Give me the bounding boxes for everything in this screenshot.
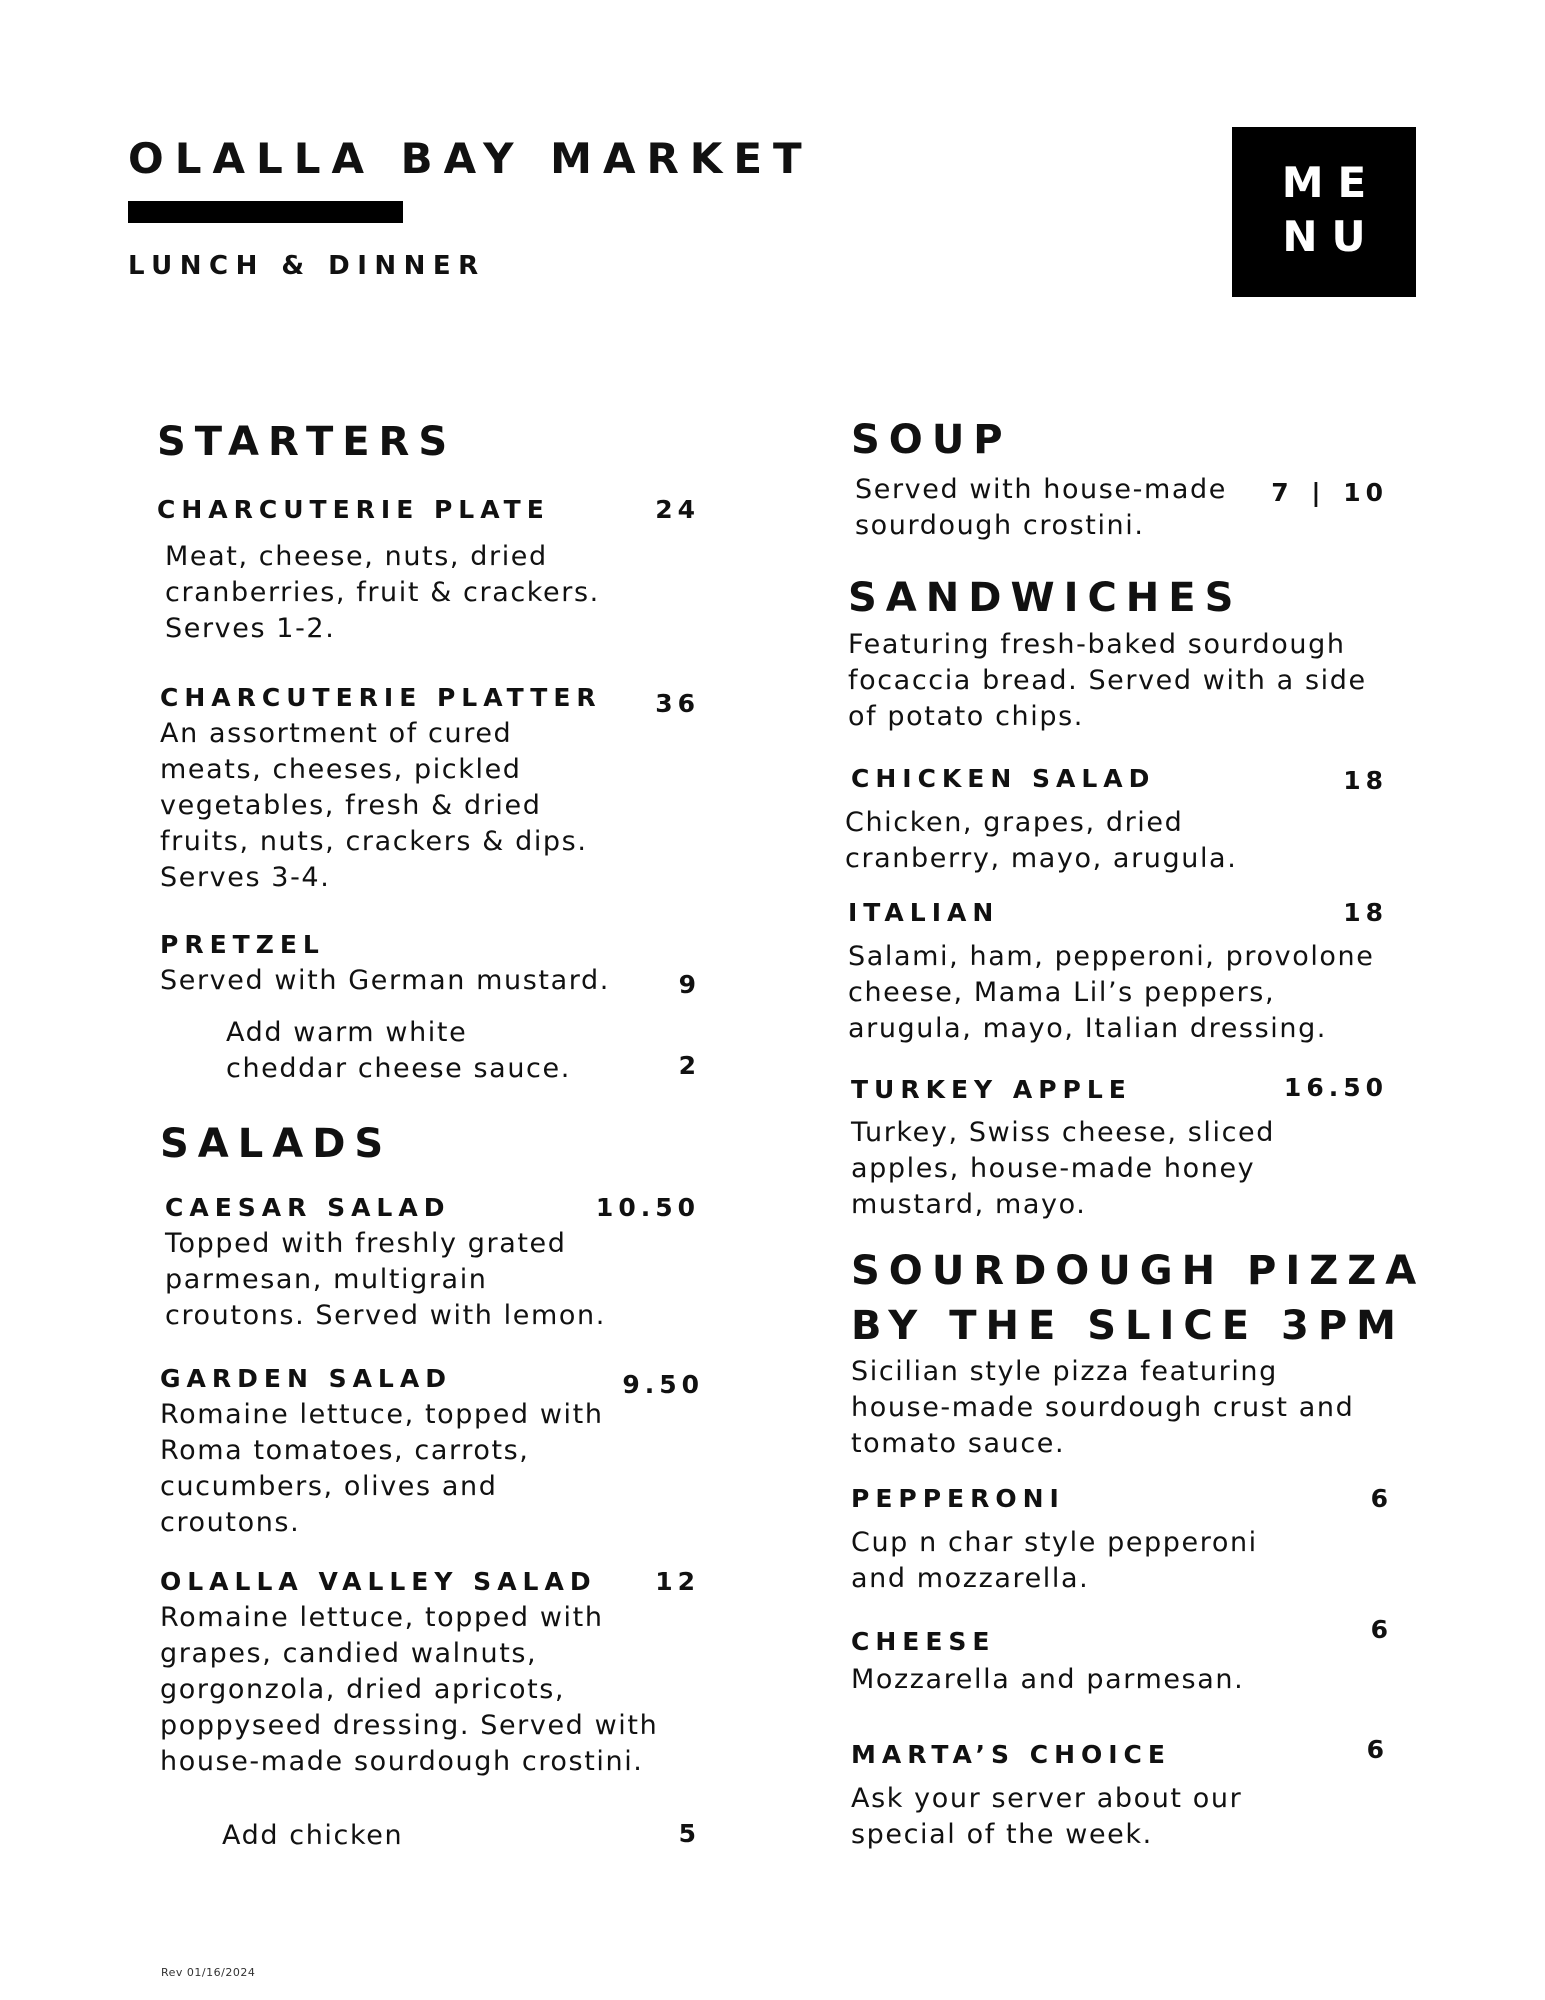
item-name-caesar-salad: CAESAR SALAD bbox=[165, 1193, 451, 1222]
addon-price-add-chicken: 5 bbox=[678, 1819, 696, 1848]
item-price-olalla-valley-salad: 12 bbox=[655, 1567, 700, 1596]
section-title-pizza-line1: SOURDOUGH PIZZA bbox=[851, 1248, 1426, 1294]
revision-date: Rev 01/16/2024 bbox=[161, 1966, 256, 1979]
item-desc-charcuterie-plate: Meat, cheese, nuts, dried cranberries, fruit & crackers. Serves 1-2. bbox=[165, 541, 600, 644]
item-price-caesar-salad: 10.50 bbox=[595, 1193, 700, 1222]
item-name-pepperoni: PEPPERONI bbox=[851, 1484, 1065, 1513]
item-name-charcuterie-plate: CHARCUTERIE PLATE bbox=[157, 495, 550, 524]
item-price-pretzel: 9 bbox=[678, 970, 696, 999]
item-price-pepperoni: 6 bbox=[1370, 1484, 1388, 1513]
title-underline-bar bbox=[128, 201, 403, 223]
addon-desc-cheese-sauce: Add warm white cheddar cheese sauce. bbox=[226, 1017, 571, 1084]
item-price-charcuterie-platter: 36 bbox=[655, 689, 700, 718]
menu-badge-line2: NU bbox=[1282, 212, 1380, 261]
item-name-charcuterie-platter: CHARCUTERIE PLATTER bbox=[160, 683, 602, 712]
addon-label-add-chicken: Add chicken bbox=[222, 1820, 404, 1851]
item-price-garden-salad: 9.50 bbox=[622, 1370, 704, 1399]
item-name-italian: ITALIAN bbox=[848, 898, 1000, 927]
item-price-martas-choice: 6 bbox=[1366, 1735, 1384, 1764]
item-desc-chicken-salad: Chicken, grapes, dried cranberry, mayo, arugula. bbox=[845, 807, 1238, 874]
item-price-turkey-apple: 16.50 bbox=[1283, 1073, 1388, 1102]
item-desc-charcuterie-platter: An assortment of cured meats, cheeses, pickled vegetables, fresh & dried fruits, nuts, crackers & dips. Serves 3-4. bbox=[160, 718, 588, 893]
item-desc-italian: Salami, ham, pepperoni, provolone cheese, Mama Lil’s peppers, arugula, mayo, Italian dressing. bbox=[848, 941, 1375, 1044]
item-name-martas-choice: MARTA’S CHOICE bbox=[851, 1740, 1171, 1769]
item-name-garden-salad: GARDEN SALAD bbox=[160, 1364, 452, 1393]
item-name-chicken-salad: CHICKEN SALAD bbox=[851, 764, 1156, 793]
item-desc-olalla-valley-salad: Romaine lettuce, topped with grapes, candied walnuts, gorgonzola, dried apricots, poppyseed dressing. Served with house-made sourdough crostini. bbox=[160, 1602, 659, 1777]
item-desc-cheese: Mozzarella and parmesan. bbox=[851, 1664, 1245, 1695]
item-price-charcuterie-plate: 24 bbox=[655, 495, 700, 524]
menu-badge-line1: ME bbox=[1281, 158, 1381, 207]
item-name-turkey-apple: TURKEY APPLE bbox=[851, 1075, 1132, 1104]
sandwiches-intro: Featuring fresh-baked sourdough focaccia bread. Served with a side of potato chips. bbox=[848, 629, 1367, 732]
item-name-pretzel: PRETZEL bbox=[160, 930, 325, 959]
section-title-sandwiches: SANDWICHES bbox=[848, 575, 1243, 621]
item-name-olalla-valley-salad: OLALLA VALLEY SALAD bbox=[160, 1567, 597, 1596]
item-desc-caesar-salad: Topped with freshly grated parmesan, multigrain croutons. Served with lemon. bbox=[165, 1228, 606, 1331]
pizza-intro: Sicilian style pizza featuring house-made sourdough crust and tomato sauce. bbox=[851, 1356, 1355, 1459]
section-title-pizza-line2: BY THE SLICE 3PM bbox=[851, 1303, 1405, 1349]
menu-badge bbox=[1232, 127, 1416, 297]
item-price-cheese: 6 bbox=[1370, 1615, 1388, 1644]
section-title-soup: SOUP bbox=[851, 417, 1012, 463]
restaurant-name: OLALLA BAY MARKET bbox=[128, 134, 813, 183]
item-name-cheese: CHEESE bbox=[851, 1627, 996, 1656]
soup-price: 7 | 10 bbox=[1271, 478, 1388, 507]
section-title-salads: SALADS bbox=[160, 1121, 393, 1167]
item-desc-pretzel: Served with German mustard. bbox=[160, 965, 610, 996]
item-desc-garden-salad: Romaine lettuce, topped with Roma tomatoes, carrots, cucumbers, olives and croutons. bbox=[160, 1399, 604, 1538]
addon-price-cheese-sauce: 2 bbox=[678, 1051, 696, 1080]
soup-desc: Served with house-made sourdough crostini. bbox=[855, 474, 1227, 541]
section-title-starters: STARTERS bbox=[157, 419, 457, 465]
menu-subtitle: LUNCH & DINNER bbox=[128, 251, 486, 281]
item-desc-turkey-apple: Turkey, Swiss cheese, sliced apples, house-made honey mustard, mayo. bbox=[851, 1117, 1275, 1220]
item-desc-pepperoni: Cup n char style pepperoni and mozzarella. bbox=[851, 1527, 1258, 1594]
item-desc-martas-choice: Ask your server about our special of the week. bbox=[851, 1783, 1243, 1850]
item-price-italian: 18 bbox=[1343, 898, 1388, 927]
item-price-chicken-salad: 18 bbox=[1343, 766, 1388, 795]
